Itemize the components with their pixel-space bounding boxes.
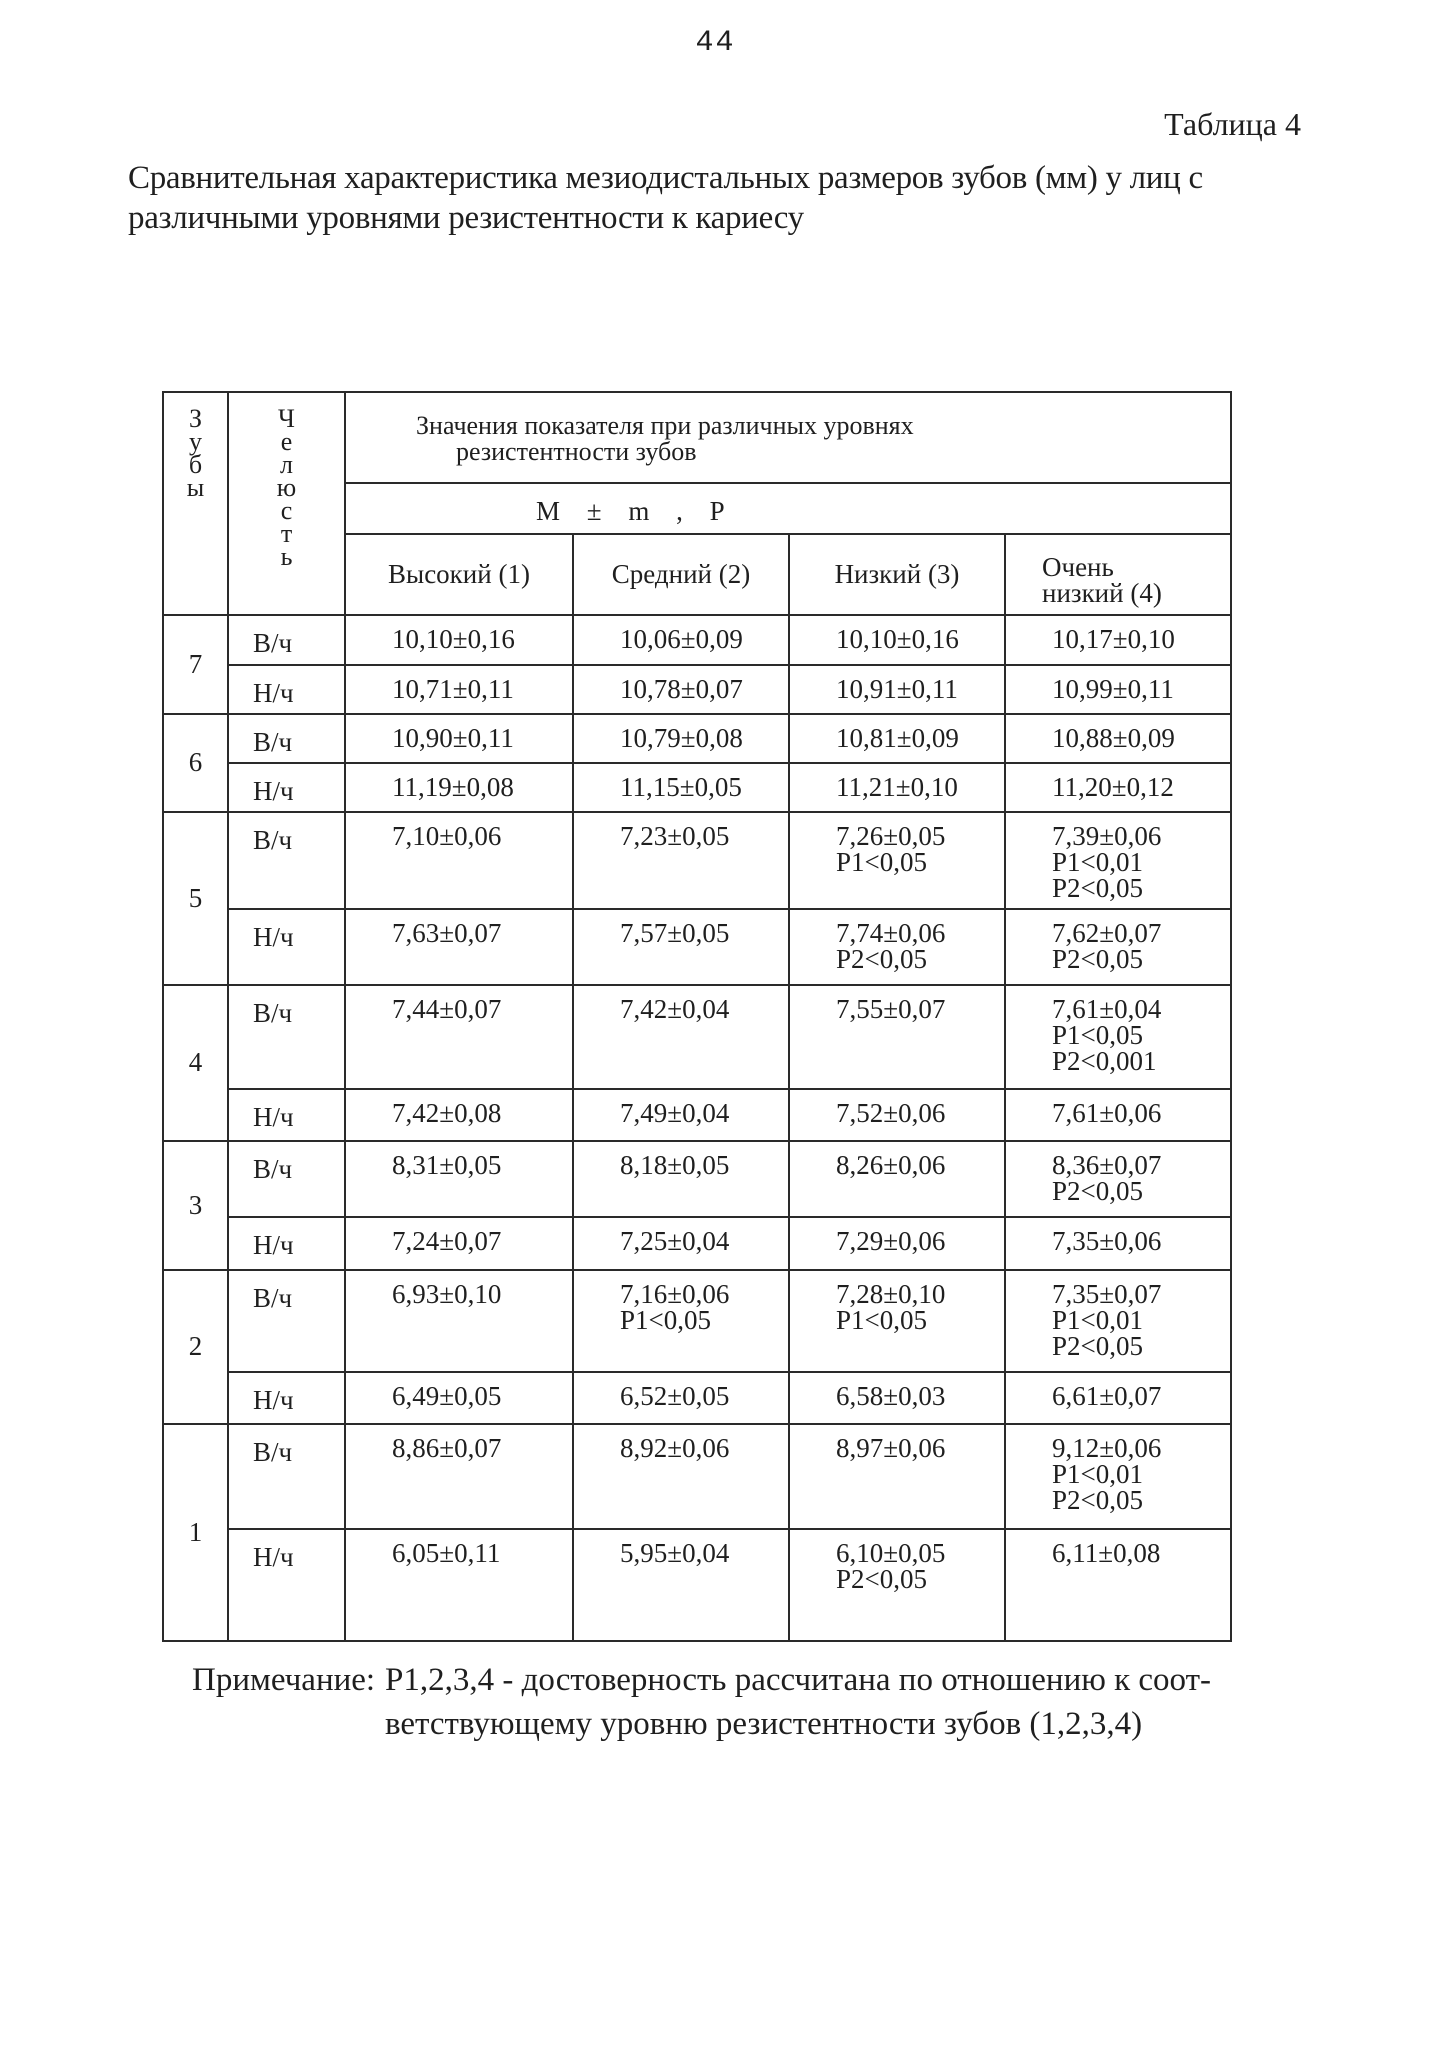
note-line-1: Р1,2,3,4 - достоверность рассчитана по отношению к соот- [385,1662,1212,1698]
header-level-low: Низкий (3) [789,534,1005,615]
header-teeth-letter: у [189,427,202,456]
tooth-number-cell: 4 [163,985,228,1142]
value-cell-level-4 [1005,1424,1231,1529]
table-row [163,1424,1231,1529]
note-line-2: ветствующему уровню резистентности зубов (1,2,3,4) [385,1706,1143,1742]
mean-value: 6,11±0,08 [1052,1537,1161,1568]
value-cell-level-4 [1005,985,1231,1090]
value-cell-level-1 [345,1217,573,1270]
mean-value: 7,23±0,05 [620,820,730,851]
value-cell-level-1 [345,714,573,764]
value-cell-level-3 [789,615,1005,665]
value-cell-level-2 [573,714,789,764]
header-group-line-2: резистентности зубов [456,437,697,466]
caption-line-2: различными уровнями резистентности к кариесу [128,200,804,236]
jaw-cell: Н/ч [228,1217,345,1270]
value-cell-level-3 [789,1270,1005,1373]
p-value: P1<0,05 [836,1304,927,1335]
tooth-number-cell: 2 [163,1270,228,1424]
mean-value: 10,81±0,09 [836,722,959,753]
mean-value: 10,10±0,16 [836,624,959,655]
header-group [345,392,1231,483]
jaw-cell: Н/ч [228,909,345,985]
mean-value: 6,52±0,05 [620,1381,730,1412]
tooth-size-table [162,391,1232,1642]
header-level-very-low [1005,534,1231,615]
value-cell-level-1 [345,1089,573,1141]
header-teeth [163,392,228,615]
value-cell-level-2 [573,909,789,985]
header-jaw [228,392,345,615]
mean-value: 7,39±0,06 [1052,820,1162,851]
header-row-1 [163,392,1231,483]
table-caption [128,158,1308,238]
value-cell-level-3 [789,1529,1005,1641]
p-value: P2<0,05 [836,944,927,975]
value-cell-level-1 [345,985,573,1090]
table-row [163,1270,1231,1373]
header-level-4-line-2: низкий (4) [1042,577,1162,608]
p-value: P1<0,01 [1052,846,1143,877]
mean-value: 7,61±0,06 [1052,1098,1162,1129]
p-value: P2<0,05 [1052,1176,1143,1207]
mean-value: 7,52±0,06 [836,1098,946,1129]
value-cell-level-4 [1005,1217,1231,1270]
mean-value: 7,26±0,05 [836,820,946,851]
value-cell-level-2 [573,1089,789,1141]
page-number: 44 [695,26,736,60]
mean-value: 7,29±0,06 [836,1225,946,1256]
value-cell-level-4 [1005,714,1231,764]
mean-value: 10,17±0,10 [1052,624,1175,655]
table-row [163,1529,1231,1641]
mean-value: 10,06±0,09 [620,624,743,655]
value-cell-level-4 [1005,1141,1231,1217]
mean-value: 7,35±0,06 [1052,1225,1162,1256]
value-cell-level-2 [573,812,789,909]
value-cell-level-2 [573,763,789,812]
value-cell-level-3 [789,714,1005,764]
header-jaw-letter: ь [280,542,293,571]
table-row [163,985,1231,1090]
value-cell-level-1 [345,909,573,985]
tooth-number-cell: 5 [163,812,228,985]
jaw-cell: В/ч [228,714,345,764]
table-row [163,714,1231,764]
mean-value: 7,44±0,07 [392,993,502,1024]
value-cell-level-2 [573,1424,789,1529]
mean-value: 8,86±0,07 [392,1432,502,1463]
jaw-cell: Н/ч [228,1089,345,1141]
mean-value: 10,91±0,11 [836,674,958,705]
mean-value: 6,49±0,05 [392,1381,502,1412]
mean-value: 7,10±0,06 [392,820,502,851]
value-cell-level-4 [1005,615,1231,665]
value-cell-level-1 [345,763,573,812]
value-cell-level-2 [573,1270,789,1373]
mean-value: 5,95±0,04 [620,1537,730,1568]
p-value: P2<0,05 [836,1563,927,1594]
mean-value: 7,25±0,04 [620,1225,730,1256]
value-cell-level-4 [1005,1529,1231,1641]
mean-value: 10,90±0,11 [392,722,514,753]
header-teeth-letter: б [188,450,203,479]
jaw-cell: Н/ч [228,763,345,812]
value-cell-level-4 [1005,1270,1231,1373]
value-cell-level-1 [345,1270,573,1373]
jaw-cell: В/ч [228,812,345,909]
value-cell-level-2 [573,1217,789,1270]
value-cell-level-3 [789,1141,1005,1217]
p-value: P2<0,05 [1052,944,1143,975]
jaw-cell: В/ч [228,1270,345,1373]
header-level-medium: Средний (2) [573,534,789,615]
mean-value: 10,71±0,11 [392,674,514,705]
p-value: P1<0,05 [836,846,927,877]
jaw-cell: В/ч [228,985,345,1090]
value-cell-level-2 [573,665,789,714]
header-level-high: Высокий (1) [345,534,573,615]
mean-value: 7,24±0,07 [392,1225,502,1256]
mean-value: 7,63±0,07 [392,918,502,949]
value-cell-level-1 [345,615,573,665]
note-label: Примечание: [192,1662,376,1698]
mean-value: 7,35±0,07 [1052,1278,1162,1309]
header-teeth-letter: З [188,404,203,433]
jaw-cell: В/ч [228,615,345,665]
value-cell-level-1 [345,1372,573,1424]
table-row [163,615,1231,665]
value-cell-level-1 [345,1141,573,1217]
mean-value: 11,15±0,05 [620,772,742,803]
p-value: P2<0,001 [1052,1045,1157,1076]
value-cell-level-3 [789,1217,1005,1270]
header-jaw-letter: с [280,496,293,525]
header-level-4-line-1: Очень [1042,551,1114,582]
header-group-line-1: Значения показателя при различных уровнях [416,411,914,440]
jaw-cell: Н/ч [228,1529,345,1641]
value-cell-level-1 [345,812,573,909]
p-value: P1<0,05 [620,1304,711,1335]
mean-value: 11,19±0,08 [392,772,514,803]
value-cell-level-3 [789,1372,1005,1424]
p-value: P2<0,05 [1052,1330,1143,1361]
table-row [163,1141,1231,1217]
mean-value: 8,31±0,05 [392,1150,502,1181]
tooth-number-cell: 1 [163,1424,228,1641]
mean-value: 10,10±0,16 [392,624,515,655]
header-jaw-letter: Ч [278,404,295,433]
mean-value: 7,61±0,04 [1052,993,1162,1024]
value-cell-level-2 [573,1141,789,1217]
table-row [163,1372,1231,1424]
table-row [163,1217,1231,1270]
caption-line-1: Сравнительная характеристика мезиодистальных размеров зубов (мм) у лиц с [128,160,1203,196]
mean-value: 7,57±0,05 [620,918,730,949]
mean-value: 7,42±0,08 [392,1098,502,1129]
mean-value: 10,79±0,08 [620,722,743,753]
mean-value: 6,58±0,03 [836,1381,946,1412]
mean-value: 11,21±0,10 [836,772,958,803]
p-value: P2<0,05 [1052,1484,1143,1515]
p-value: P1<0,01 [1052,1458,1143,1489]
table-row [163,812,1231,909]
value-cell-level-4 [1005,909,1231,985]
mean-value: 7,74±0,06 [836,918,946,949]
value-cell-level-4 [1005,763,1231,812]
header-jaw-letter: л [280,450,293,479]
value-cell-level-3 [789,1424,1005,1529]
mean-value: 6,10±0,05 [836,1537,946,1568]
mean-value: 6,93±0,10 [392,1278,502,1309]
value-cell-level-4 [1005,665,1231,714]
mean-value: 8,26±0,06 [836,1150,946,1181]
value-cell-level-2 [573,1372,789,1424]
mean-value: 7,42±0,04 [620,993,730,1024]
mean-value: 8,97±0,06 [836,1432,946,1463]
value-cell-level-3 [789,665,1005,714]
mean-value: 8,18±0,05 [620,1150,730,1181]
tooth-number-cell: 3 [163,1141,228,1269]
value-cell-level-4 [1005,1089,1231,1141]
value-cell-level-3 [789,812,1005,909]
value-cell-level-1 [345,665,573,714]
tooth-number-cell: 7 [163,615,228,713]
value-cell-level-2 [573,615,789,665]
p-value: P2<0,05 [1052,872,1143,903]
jaw-cell: В/ч [228,1141,345,1217]
jaw-cell: В/ч [228,1424,345,1529]
table-row [163,665,1231,714]
value-cell-level-1 [345,1424,573,1529]
header-stat: М ± m , Р [345,483,1231,535]
p-value: P1<0,05 [1052,1019,1143,1050]
mean-value: 8,36±0,07 [1052,1150,1162,1181]
value-cell-level-3 [789,909,1005,985]
mean-value: 7,16±0,06 [620,1278,730,1309]
tooth-number-cell: 6 [163,714,228,812]
mean-value: 11,20±0,12 [1052,772,1174,803]
value-cell-level-4 [1005,1372,1231,1424]
mean-value: 8,92±0,06 [620,1432,730,1463]
table-label: Таблица 4 [1164,106,1301,142]
mean-value: 9,12±0,06 [1052,1432,1162,1463]
value-cell-level-2 [573,985,789,1090]
mean-value: 10,78±0,07 [620,674,743,705]
note-text [385,1658,1285,1746]
p-value: P1<0,01 [1052,1304,1143,1335]
value-cell-level-3 [789,1089,1005,1141]
table-row [163,909,1231,985]
mean-value: 7,55±0,07 [836,993,946,1024]
jaw-cell: Н/ч [228,665,345,714]
mean-value: 7,49±0,04 [620,1098,730,1129]
jaw-cell: Н/ч [228,1372,345,1424]
value-cell-level-1 [345,1529,573,1641]
mean-value: 6,61±0,07 [1052,1381,1162,1412]
value-cell-level-2 [573,1529,789,1641]
value-cell-level-3 [789,985,1005,1090]
header-jaw-letter: ю [276,473,297,502]
table-row [163,1089,1231,1141]
mean-value: 10,99±0,11 [1052,674,1174,705]
header-jaw-letter: е [280,427,293,456]
mean-value: 6,05±0,11 [392,1537,501,1568]
mean-value: 10,88±0,09 [1052,722,1175,753]
mean-value: 7,28±0,10 [836,1278,946,1309]
header-jaw-letter: т [280,519,293,548]
value-cell-level-3 [789,763,1005,812]
header-teeth-letter: ы [186,473,205,502]
mean-value: 7,62±0,07 [1052,918,1162,949]
table-row [163,763,1231,812]
value-cell-level-4 [1005,812,1231,909]
